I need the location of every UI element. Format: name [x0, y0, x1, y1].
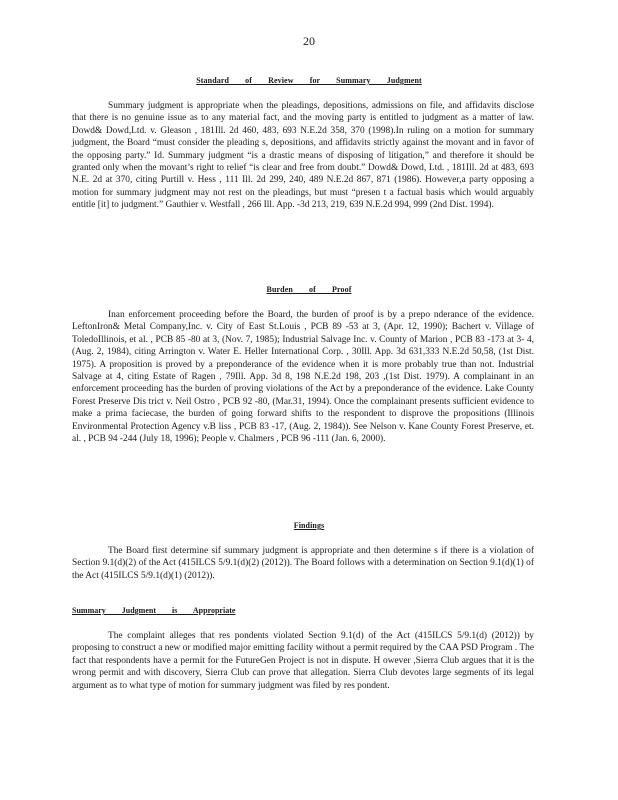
paragraph-summary-judgment-appropriate: The complaint alleges that res pondents violated Section 9.1(d) of the Act (415ILCS 5/9.1(d) (2012)) by proposing to construct a new or modified major emitting facility without a permit required by the CAA PSD Program . The fact that respondents have a permit for the FutureGen Project is not in dispute. H owever ,Sierra Club argues that it is the wrong permit and with discovery, Sierra Club can prove that allegation. Sierra Club devotes large segments of its legal argument as to what type of motion for summary judgment was filed by res pondent. — [72, 631, 534, 691]
subheading-summary-judgment-appropriate: Summary Judgment is Appropriate — [72, 606, 236, 615]
section-heading-findings: Findings — [293, 521, 325, 530]
paragraph-burden-of-proof: Inan enforcement proceeding before the Board, the burden of proof is by a prepo nderance of the evidence. LeftonIron& Metal Company,Inc. v. City of East St.Louis , PCB 89 -53 at 3, (Apr. 12, 1990); Bachert v. Village of ToledoIllinois, et al. , PCB 85 -80 at 3, (Nov. 7, 1985); Industrial Salvage Inc. v. County of Marion , PCB 83 -173 at 3- 4, (Aug. 2, 1984), citing Arrington v. Water E. Heller International Corp. , 30Ill. App. 3d 631,333 N.E.2d 50,58, (1st Dist. 1975). A proposition is proved by a preponderance of the evidence when it is more probably true than not. Industrial Salvage at 4, citing Estate of Ragen , 79Ill. App. 3d 8, 198 N.E.2d 198, 203 ,(1st Dist. 1979). A complainant in an enforcement proceeding has the burden of proving violations of the Act by a preponderance of the evidence. Lake County Forest Preserve Dis trict v. Neil Ostro , PCB 92 -80, (Mar.31, 1994). Once the complainant presents sufficient evidence to make a prima faciecase, the burden of going forward shifts to the respondent to disprove the propositions (Illinois Environmental Protection Agency v.B liss , PCB 83 -17, (Aug. 2, 1984)). See Nelson v. Kane County Forest Preserve, et. al. , PCB 94 -244 (July 18, 1996); People v. Chalmers , PCB 96 -111 (Jan. 6, 2000). — [72, 310, 534, 445]
page-number: 20 — [303, 34, 315, 48]
paragraph-standard-of-review: Summary judgment is appropriate when the pleadings, depositions, admissions on file, and affidavits disclose that there is no genuine issue as to any material fact, and the moving party is entitled to judgment as a matter of law. Dowd& Dowd,Ltd. v. Gleason , 181Ill. 2d 460, 483, 693 N.E.2d 358, 370 (1998).In ruling on a motion for summary judgment, the Board “must consider the pleading s, depositions, and affidavits strictly against the movant and in favor of the opposing party.” Id. Summary judgment “is a drastic means of disposing of litigation,” and therefore it should be granted only when the movant’s right to relief “is clear and free from doubt.” Dowd& Dowd, Ltd. , 181Ill. 2d at 483, 693 N.E. 2d at 370, citing Purtill v. Hess , 111 Ill. 2d 299, 240, 489 N.E.2d 867, 871 (1986). However,a party opposing a motion for summary judgment may not rest on the pleadings, but must “presen t a factual basis which would arguably entitle [it] to judgment.” Gauthier v. Westfall , 266 Ill. App. -3d 213, 219, 639 N.E.2d 994, 999 (2nd Dist. 1994). — [72, 101, 534, 211]
section-heading-standard-of-review: Standard of Review for Summary Judgment — [196, 76, 422, 85]
paragraph-findings: The Board first determine sif summary judgment is appropriate and then determine s if there is a violation of Section 9.1(d)(2) of the Act (415ILCS 5/9.1(d)(2) (2012)). The Board follows with a determination on Section 9.1(d)(1) of the Act (415ILCS 5/9.1(d)(1) (2012)). — [72, 546, 534, 581]
section-heading-burden-of-proof: Burden of Proof — [266, 285, 352, 294]
